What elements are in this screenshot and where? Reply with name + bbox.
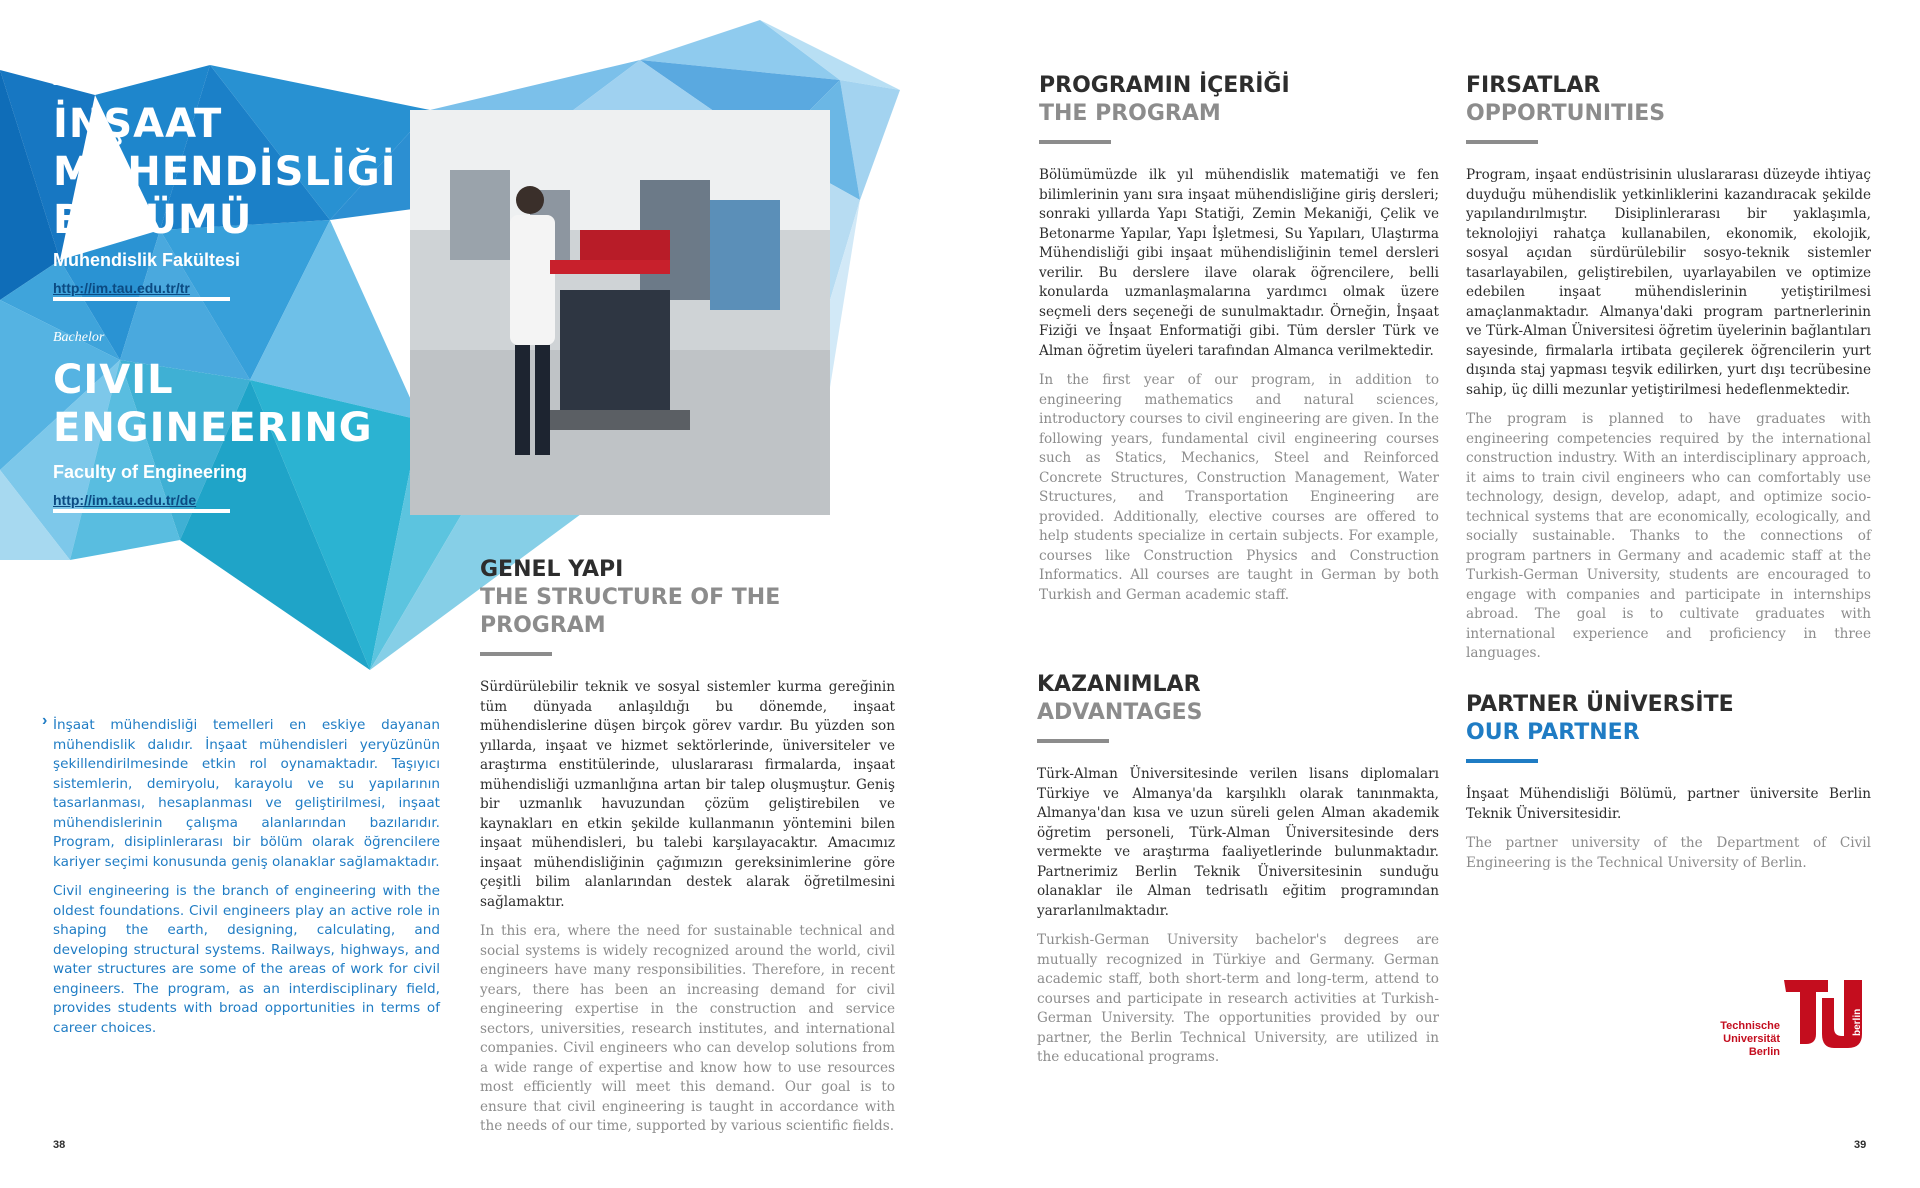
lisans-label: Lisans <box>53 74 90 89</box>
title-en <box>53 356 373 452</box>
tu-logo-line-2: Universität <box>1723 1033 1780 1045</box>
opportunities-heading-en: OPPORTUNITIES <box>1466 101 1666 126</box>
intro-en-text: Civil engineering is the branch of engineering with the oldest foundations. Civil engineers play an active role in shaping the earth, designing, calculating, and developing structural systems. Railways, highways, and water structures are some of the areas of work for civil engineers. The program, as an interdisciplinary field, provides students with broad opportunities in terms of career choices. <box>53 883 440 1036</box>
partner-text-tr: İnşaat Mühendisliği Bölümü, partner üniversite Berlin Teknik Üniversitesidir. <box>1466 786 1871 822</box>
workshop-photo <box>410 110 830 515</box>
opportunities-heading-tr: FIRSATLAR <box>1466 73 1601 98</box>
program-heading-tr: PROGRAMIN İÇERİĞİ <box>1039 73 1290 98</box>
faculty-tr: Mühendislik Fakültesi <box>53 250 241 270</box>
chevron-right-icon: › <box>42 712 48 729</box>
title-tr-line-1: İNŞAAT <box>53 101 223 147</box>
intro-tr-text: İnşaat mühendisliği temelleri en eskiye dayanan mühendislik dalıdır. İnşaat mühendisleri yeryüzünün şekillendirilmesinde etkin rol oynamaktadır. Taşıyıcı sistemlerin, demiryolu, karayolu ve su yapılarının tasarlanması, hesaplanması ve geliştirilmesi, inşaat mühendislerinin çalışma alanlarından bazılarıdır. Program, disiplinlerarası bir bölüm olarak öğrencilere kariyer seçimi konusunda geniş olanaklar sağlamaktadır. <box>53 717 440 870</box>
partner-rule <box>1466 759 1538 763</box>
advantages-text-en: Turkish-German University bachelor's degrees are mutually recognized in Türkiye and Germany. German academic staff, both short-term and long-term, attend to courses and participate in research activities at Turkish-German University. The opportunities provided by our partner, the Berlin Technical University, are utilized in the educational programs. <box>1037 932 1439 1065</box>
partner-heading-tr: PARTNER ÜNİVERSİTE <box>1466 692 1734 717</box>
advantages-text-tr: Türk-Alman Üniversitesinde verilen lisans diplomaları Türkiye ve Almanya'da karşılıklı olarak tanınmakta, Almanya'dan kısa ve uzun süreli gelen Alman akademik öğretim personeli, Türk-Alman Üniversitesinde ders vermekte ve araştırma faaliyetlerinde bulunmaktadır. Partnerimiz Berlin Teknik Üniversitesinin sunduğu olanaklar ile Alman tedrisatlı eğitim programından yararlanılmaktadır. <box>1037 766 1439 919</box>
advantages-rule <box>1037 739 1109 743</box>
program-text-en: In the first year of our program, in addition to engineering mathematics and natural sciences, introductory courses to civil engineering are given. In the following years, fundamental civil engineering courses such as Statics, Mechanics, Steel and Reinforced Concrete Structures, Construction Management, Water Structures, and Transportation Engineering are provided. Additionally, elective courses are offered to help students specialize in certain subjects. For example, courses like Construction Physics and Construction Informatics. All courses are taught in German by both Turkish and German academic staff. <box>1039 372 1439 603</box>
structure-text-en: In this era, where the need for sustainable technical and social systems is widely recognized around the world, civil engineers have many responsibilities. Therefore, in recent years, there has been an increasing demand for civil engineering expertise in the construction and service sectors, universities, research institutes, and international companies. Civil engineers who can develop solutions from a wide range of expertise and know how to use resources most efficiently will meet this demand. Our goal is to ensure that civil engineering is taught in accordance with the needs of our time, supported by various scientific fields. <box>480 923 895 1134</box>
intro-block <box>53 716 440 1038</box>
title-tr-line-2: MÜHENDİSLİĞİ <box>53 149 397 195</box>
page-number-left: 38 <box>53 1139 66 1151</box>
tu-berlin-logo-text <box>1720 1020 1780 1059</box>
opportunities-text-en: The program is planned to have graduates with engineering competencies required by the international construction industry. With an interdisciplinary approach, it aims to train civil engineers who can comfortably use technology, design, develop, adapt, and optimize socio-technical systems that are economically, ecologically, and socially sustainable. Thanks to the connections of program partners in Germany and academic staff at the Turkish-German University, students are encouraged to engage with companies and participate in internships abroad. The goal is to cultivate graduates with international experience and proficiency in three languages. <box>1466 411 1871 661</box>
structure-heading-tr: GENEL YAPI <box>480 557 624 582</box>
advantages-heading-tr: KAZANIMLAR <box>1037 672 1201 697</box>
url-en-link[interactable]: http://im.tau.edu.tr/de <box>53 492 197 508</box>
title-tr-line-3: BÖLÜMÜ <box>53 197 253 243</box>
page-number-right: 39 <box>1854 1139 1867 1151</box>
structure-text-tr: Sürdürülebilir teknik ve sosyal sistemler kurma gereğinin tüm dünyada anlaşıldığı bu dönemde, inşaat mühendislerine düşen birçok görev vardır. Bu yüzden son yıllarda, inşaat ve hizmet sektörlerinde, üniversiteler ve araştırma enstitülerinde, uluslararası firmalarda, inşaat mühendisliği uzmanlığına artan bir talep oluşmuştur. Geniş bir uzmanlık havuzundan çözüm geliştirebilen ve kaynakları en etkin şekilde kullanmanın yöntemini bilen inşaat mühendisleri, bu talebi karşılayacaktır. Amacımız inşaat mühendisliğinin çağımızın gereksinimlerine göre çeşitli bilim alanlarından destek alarak öğretilmesini sağlamaktır. <box>480 679 895 910</box>
partner-section <box>1466 691 1871 873</box>
program-section <box>1039 72 1439 605</box>
faculty-en: Faculty of Engineering <box>53 462 248 482</box>
opportunities-section <box>1466 72 1871 664</box>
tu-logo-side-text: berlin <box>1852 1008 1863 1036</box>
tu-logo-line-3: Berlin <box>1748 1046 1780 1058</box>
opportunities-text-tr: Program, inşaat endüstrisinin uluslararası düzeyde ihtiyaç duyduğu mühendislik yetkinliklerini kazandıracak şekilde yapılandırılmıştır. Disiplinlerarası bir yaklaşımla, teknolojiyi rahatça kullanabilen, ekonomik, ekolojik, sosyal açıdan sürdürülebilir sosyo-teknik sistemler tasarlayabilen, geliştirebilen, uyarlayabilen ve optimize edebilen inşaat mühendislerinin yetiştirilmesi amaçlanmaktadır. Almanya'daki program partnerlerinin ve Türk-Alman Üniversitesi öğretim üyelerinin bağlantıları sayesinde, firmalarla irtibata geçilerek öğrencilerin yurt dışında staj yapması teşvik edilirken, yurt dışı tecrübesine sahip, üç dilli mezunlar yetiştirilmesi hedeflenmektedir. <box>1466 167 1871 398</box>
url-tr-underline-bar <box>53 297 230 301</box>
title-en-line-1: CIVIL <box>53 357 174 403</box>
program-rule <box>1039 140 1111 144</box>
title-en-line-2: ENGINEERING <box>53 405 373 451</box>
tu-berlin-logo <box>1720 978 1870 1058</box>
partner-text-en: The partner university of the Department of Civil Engineering is the Technical University of Berlin. <box>1466 835 1871 871</box>
advantages-heading-en: ADVANTAGES <box>1037 700 1203 725</box>
url-en-underline-bar <box>53 509 230 513</box>
advantages-section <box>1037 671 1439 1068</box>
url-tr-link[interactable]: http://im.tau.edu.tr/tr <box>53 280 190 296</box>
structure-rule <box>480 652 552 656</box>
program-text-tr: Bölümümüzde ilk yıl mühendislik matematiği ve fen bilimlerinin yanı sıra inşaat mühendisliğine giriş dersleri; sonraki yıllarda Yapı Statiği, Zemin Mekaniği, Çelik ve Betonarme Yapılar, Yapı İşletmesi, Su Yapıları, Ulaştırma Mühendisliği gibi inşaat mühendisliğinin temel dersleri verilir. Bu derslere ilave olarak öğrencilere, belli konularda uzmanlaşmalarına yardımcı olmak üzere seçmeli ders seçeneği de sunulmaktadır. Örneğin, İnşaat Fiziği ve İnşaat Enformatiği gibi. Tüm dersler Türk ve Alman öğretim üyeleri tarafından Almanca verilmektedir. <box>1039 167 1439 359</box>
structure-heading-en: THE STRUCTURE OF THE PROGRAM <box>480 585 781 638</box>
program-heading-en: THE PROGRAM <box>1039 101 1221 126</box>
structure-section <box>480 556 895 1137</box>
title-tr <box>53 100 397 244</box>
tu-logo-line-1: Technische <box>1720 1020 1780 1032</box>
opportunities-rule <box>1466 140 1538 144</box>
bachelor-label: Bachelor <box>53 330 105 345</box>
partner-heading-en: OUR PARTNER <box>1466 720 1640 745</box>
